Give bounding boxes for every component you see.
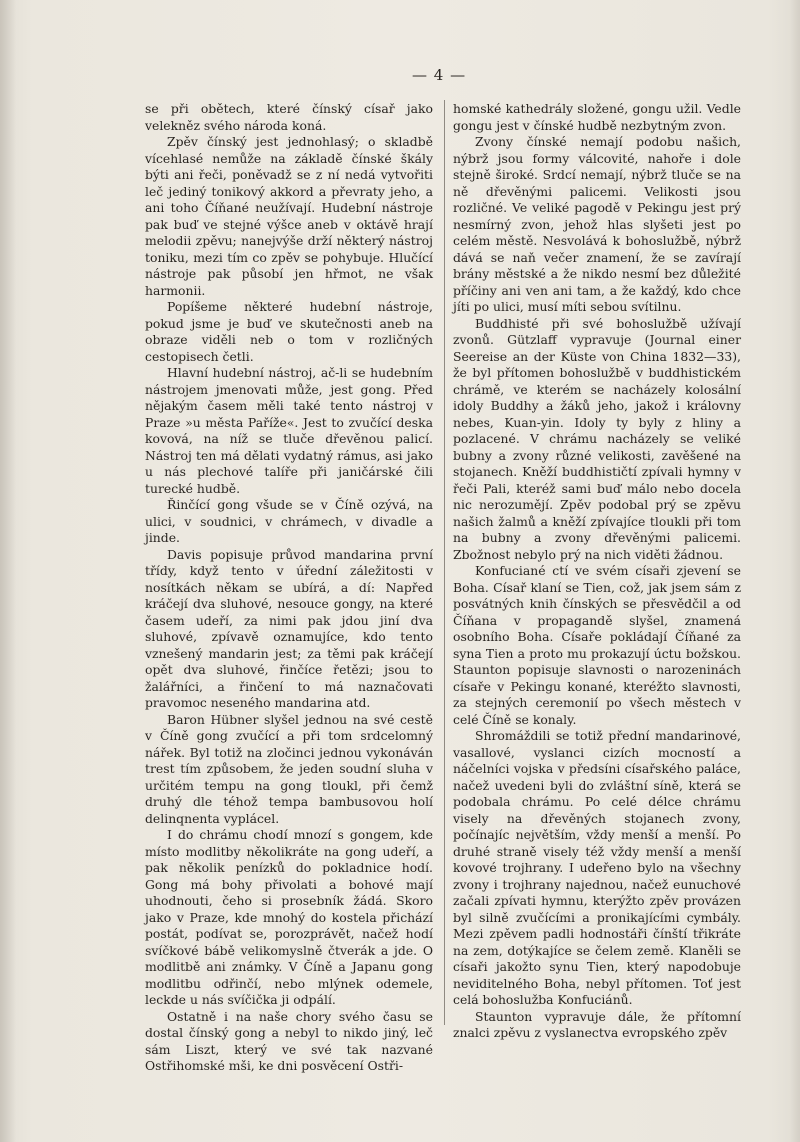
paragraph: I do chrámu chodí mnozí s gongem, kde místo modlitby několikráte na gong udeří, a pak několik penízků do pokladnice hodí. Gong má bohy přivolati a bohové mají uhodnouti, čeho si prosebník žádá. Skoro jako v Praze, kde mnohý do kostela přichází postát, podívat se, porozprávět, načež hodí svíčkové bábě velikomyslně čtverák a jde. O modlitbě ani známky. V Číně a Japanu gong modlitbu odřinčí, nebo mlýnek odemele, leckde u nás svíčička ji odpálí. xyxy=(145,827,433,1007)
paragraph: Zvony čínské nemají podobu našich, nýbrž jsou formy válcovité, nahoře i dole stejně široké. Srdcí nemají, nýbrž tluče se na ně dřevěnými palicemi. Velikosti jsou rozličné. Ve veliké pagodě v Pekingu jest prý nesmírný zvon, jehož hlas slyšeti jest po celém městě. Nesvolává k bohoslužbě, nýbrž dává se naň večer znamení, že se zavírají brány městské a že nikdo nesmí bez důležité příčiny ani ven ani tam, a že každý, kdo chce jíti po ulici, musí míti sebou svítilnu. xyxy=(453,134,741,314)
page-number: — 4 — xyxy=(412,66,467,84)
paragraph: Buddhisté při své bohoslužbě užívají zvonů. Gützlaff vypravuje (Journal einer Seereise an der Küste von China 1832—33), že byl přítomen bohoslužbě v buddhistickém chrámě, ve kterém se nacházely kolosální idoly Buddhy a žáků jeho, jakož i královny nebes, Kuan-yin. Idoly ty byly z hliny a pozlacené. V chrámu nacházely se veliké bubny a zvony různé velikosti, zavěšené na stojanech. Kněží buddhističtí zpívali hymny v řeči Pali, kteréž sami buď málo nebo docela nic nerozumějí. Zpěv podobal prý se zpěvu našich žalmů a kněží zpívajíce tloukli při tom na bubny a zvony dřevěnými palicemi. Zbožnost nebylo prý na nich viděti žádnou. xyxy=(453,315,741,562)
paragraph: Shromáždili se totiž přední mandarinové, vasallové, vyslanci cizích mocností a náčelníci vojska v předsíni císařského paláce, načež uvedeni byli do zvláštní síně, která se podobala chrámu. Po celé délce chrámu visely na dřevěných stojanech zvony, počínajíc největším, vždy menší a menší. Po druhé straně visely též vždy menší a menší kovové trojhrany. I udeřeno bylo na všechny zvony i trojhrany najednou, načež eunuchové začali zpívati hymnu, kterýžto zpěv provázen byl silně zvučícími a pronikajícími cymbály. Mezi zpěvem padli hodnostáři čínští třikráte na zem, dotýkajíce se čelem země. Klaněli se císaři jakožto synu Tien, který napodobuje neviditelného Boha, nebyl přítomen. Toť jest celá bohoslužba Konfuciánů. xyxy=(453,728,741,1007)
paragraph: Ostatně i na naše chory svého času se dostal čínský gong a nebyl to nikdo jiný, leč sám Liszt, který ve své tak nazvané Ostřihomské mši, ke dni posvěcení Ostři- xyxy=(145,1008,433,1073)
paragraph: se při obětech, které čínský císař jako velekněz svého národa koná. xyxy=(145,101,433,133)
paragraph: Davis popisuje průvod mandarina první třídy, když tento v úřední záležitosti v nosítkách někam se ubírá, a dí: Napřed kráčejí dva sluhové, nesouce gongy, na které časem udeří, za nimi pak jdou jiní dva sluhové, zpívavě oznamujíce, kdo tento vznešený mandarin jest; za těmi pak kráčejí opět dva sluhové, řinčíce řetězi; jsou to žalářníci, a řinčení to má naznačovati pravomoc neseného mandarina atd. xyxy=(145,546,433,710)
paragraph: Staunton vypravuje dále, že přítomní znalci zpěvu z vyslanectva evropského zpěv xyxy=(453,1008,741,1040)
paragraph: Řinčící gong všude se v Číně ozývá, na ulici, v soudnici, v chrámech, v divadle a jinde. xyxy=(145,497,433,545)
column-divider xyxy=(444,100,445,1025)
paragraph: Zpěv čínský jest jednohlasý; o skladbě vícehlasé nemůže na základě čínské škály býti ani řeči, poněvadž se z ní nedá vytvořiti leč jediný tonikový akkord a převraty jeho, a ani toho Číňané neužívají. Hudební nástroje pak buď ve stejné výšce aneb v oktávě hrají melodii zpěvu; nanejvýše drží některý nástroj toniku, mezi tím co zpěv se pohybuje. Hlučící nástroje pak působí jen hřmot, ne však harmonii. xyxy=(145,134,433,298)
left-column xyxy=(145,101,433,1075)
paragraph: Konfuciané ctí ve svém císaři zjevení se Boha. Císař klaní se Tien, což, jak jsem sám z posvátných knih čínských se přesvědčil a od Číňana v propagandě slyšel, znamená osobního Boha. Císaře pokládají Číňané za syna Tien a proto mu prokazují úctu božskou. Staunton popisuje slavnosti o narozeninách císaře v Pekingu konané, kteréžto slavnosti, za stejných ceremonií po všech městech v celé Číně se konaly. xyxy=(453,563,741,727)
right-column xyxy=(453,101,741,1042)
page-edge-shadow xyxy=(790,0,800,1142)
paragraph: Popíšeme některé hudební nástroje, pokud jsme je buď ve skutečnosti aneb na obraze viděli neb o tom v rozličných cestopisech četli. xyxy=(145,299,433,364)
paragraph: Baron Hübner slyšel jednou na své cestě v Číně gong zvučící a při tom srdcelomný nářek. Byl totiž na zločinci jednou vykonáván trest tím způsobem, že jeden soudní sluha v určitém tempu na gong tloukl, při čemž druhý dle téhož tempa bambusovou holí delinqnenta vyplácel. xyxy=(145,711,433,826)
paragraph: Hlavní hudební nástroj, ač-li se hudebním nástrojem jmenovati může, jest gong. Před nějakým časem měli také tento nástroj v Praze »u města Paříže«. Jest to zvučící deska kovová, na níž se tluče dřevěnou palicí. Nástroj ten má dělati vydatný rámus, asi jako u nás plechové talíře při janičárské čili turecké hudbě. xyxy=(145,365,433,496)
paragraph: homské kathedrály složené, gongu užil. Vedle gongu jest v čínské hudbě nezbytným zvon. xyxy=(453,101,741,133)
page-fold-shadow xyxy=(0,0,16,1142)
